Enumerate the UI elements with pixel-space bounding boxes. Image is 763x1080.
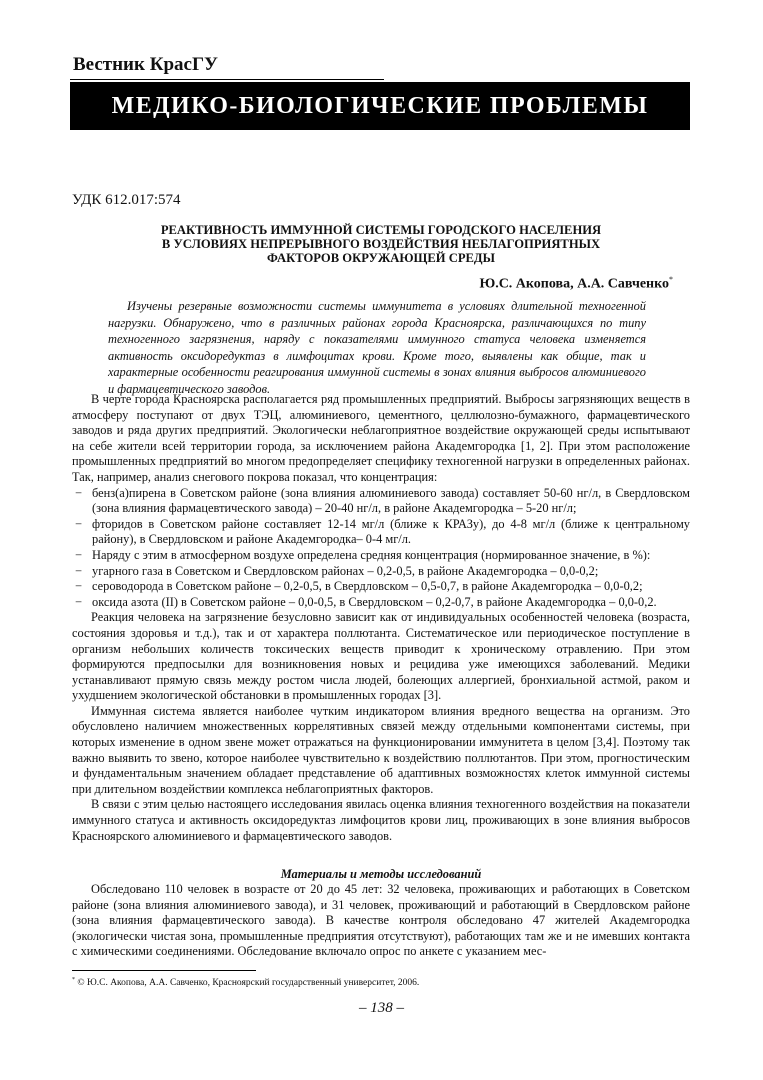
journal-name: Вестник КрасГУ [73,54,219,75]
footnote-mark: * [72,977,75,983]
methods-paragraph: Обследовано 110 человек в возрасте от 20 до 45 лет: 32 человека, проживающих и работающих в Советском районе (зона влияния алюминиевого завода), и 31 человек, проживающий и работающий в Свердловском районе (зона влияния фармацевтического завода). В качестве контроля обследовано 47 жителей Академгородка (экологически чистая зона, промышленные предприятия отсутствуют), работающих там же и не имевших контакта с химическими соединениями. Обследование включало опрос по анкете с указанием мес- [72,882,690,959]
abstract: Изучены резервные возможности системы иммунитета в условиях длительной техногенной нагрузки. Обнаружено, что в различных районах города Красноярска, различающихся по типу техногенного загрязнения, наряду с показателями иммунного статуса человека изменяется активность оксидоредуктаз в лимфоцитах крови. Кроме того, выявлены как общие, так и характерные особенности реагирования иммунной системы в зонах влияния выбросов алюминиевого и фармацевтического заводов. [108,299,646,396]
list-item: − фторидов в Советском районе составляет 12-14 мг/л (ближе к КРАЗу), до 4-8 мг/л (ближе к центральному району), в Свердловском и районе Академгородка– 0-4 мг/л. [72,517,690,548]
body-paragraph: В связи с этим целью настоящего исследования явилась оценка влияния техногенного воздействия на показатели иммунного статуса и активность оксидоредуктаз лимфоцитов крови лиц, проживающих в зоне влияния выбросов Красноярского алюминиевого и фармацевтического заводов. [72,797,690,843]
section-banner: МЕДИКО-БИОЛОГИЧЕСКИЕ ПРОБЛЕМЫ [70,82,690,130]
page-number: – 138 – [359,1000,404,1016]
footnote [72,977,419,988]
list-item: − бенз(а)пирена в Советском районе (зона влияния алюминиевого завода) составляет 50-60 нг/л, в Свердловском (зона влияния фармацевтического завода) – 20-40 нг/л, в районе Академгородка – 5-20 нг/л; [72,486,690,517]
author-names: Ю.С. Акопова, А.А. Савченко [479,276,669,292]
footnote-text: © Ю.С. Акопова, А.А. Савченко, Красноярский государственный университет, 2006. [75,978,420,989]
list-item: − угарного газа в Советском и Свердловском районах – 0,2-0,5, в районе Академгородка – 0,0-0,2; [72,564,690,580]
footnote-rule [72,970,256,971]
header-rule [70,79,384,80]
title-line: ФАКТОРОВ ОКРУЖАЮЩЕЙ СРЕДЫ [267,251,495,265]
article-body [72,392,690,844]
list-item: − оксида азота (II) в Советском районе – 0,0-0,5, в Свердловском – 0,2-0,7, в районе Академгородка – 0,0-0,2. [72,595,690,611]
title-line: РЕАКТИВНОСТЬ ИММУННОЙ СИСТЕМЫ ГОРОДСКОГО НАСЕЛЕНИЯ [160,223,602,237]
author-footnote-mark: * [669,275,673,284]
methods-body [72,882,690,960]
udk-code: УДК 612.017:574 [72,192,181,208]
intro-paragraph: В черте города Красноярска располагается ряд промышленных предприятий. Выбросы загрязняющих веществ в атмосферу поступают от двух ТЭЦ, алюминиевого, цементного, целлюлозно-бумажного, фармацевтического заводов и ряда других предприятий. Экологически неблагоприятное воздействие окружающей среды испытывают на себе жители всей территории города, за исключением района Академгородка [1, 2]. При этом расположение промышленных предприятий во многом предопределяет специфику техногенной нагрузки в определенных районах. Так, например, анализ снегового покрова показал, что концентрация: [72,392,690,484]
body-paragraph: Иммунная система является наиболее чутким индикатором влияния вредного вещества на организм. Это обусловлено наличием множественных коррелятивных связей между отдельными компонентами системы, при которых изменение в одном звене может отражаться на функционировании иммунитета в целом [3,4]. Поэтому так важно выявить то звено, которое наиболее чувствительно к воздействию поллютантов. При этом, прогностическим и фундаментальным значением обладает представление об адаптивных возможностях клеток иммунной системы при длительном воздействии комплекса неблагоприятных факторов. [72,703,690,796]
article-title [100,223,662,265]
list-item: − сероводорода в Советском районе – 0,2-0,5, в Свердловском – 0,5-0,7, в районе Академгородка – 0,0-0,2; [72,579,690,595]
title-line: В УСЛОВИЯХ НЕПРЕРЫВНОГО ВОЗДЕЙСТВИЯ НЕБЛАГОПРИЯТНЫХ [161,237,601,251]
body-paragraph: Реакция человека на загрязнение безусловно зависит как от индивидуальных особенностей человека (возраста, состояния здоровья и т.д.), так и от характера поллютанта. Систематическое или периодическое поступление в организм небольших количеств токсических веществ приводит к хроническому отравлению. При этом формируются предпосылки для возникновения новых и рецидива уже имеющихся заболеваний. Медики устанавливают прямую связь между ростом числа людей, болеющих аллергией, бронхиальной астмой, раком и ухудшением экологической обстановки в промышленных городах [3]. [72,610,690,703]
methods-heading: Материалы и методы исследований [280,867,482,881]
concentration-list [72,486,690,611]
list-item: − Наряду с этим в атмосферном воздухе определена средняя концентрация (нормированное значение, в %): [72,548,690,564]
authors [479,275,673,293]
